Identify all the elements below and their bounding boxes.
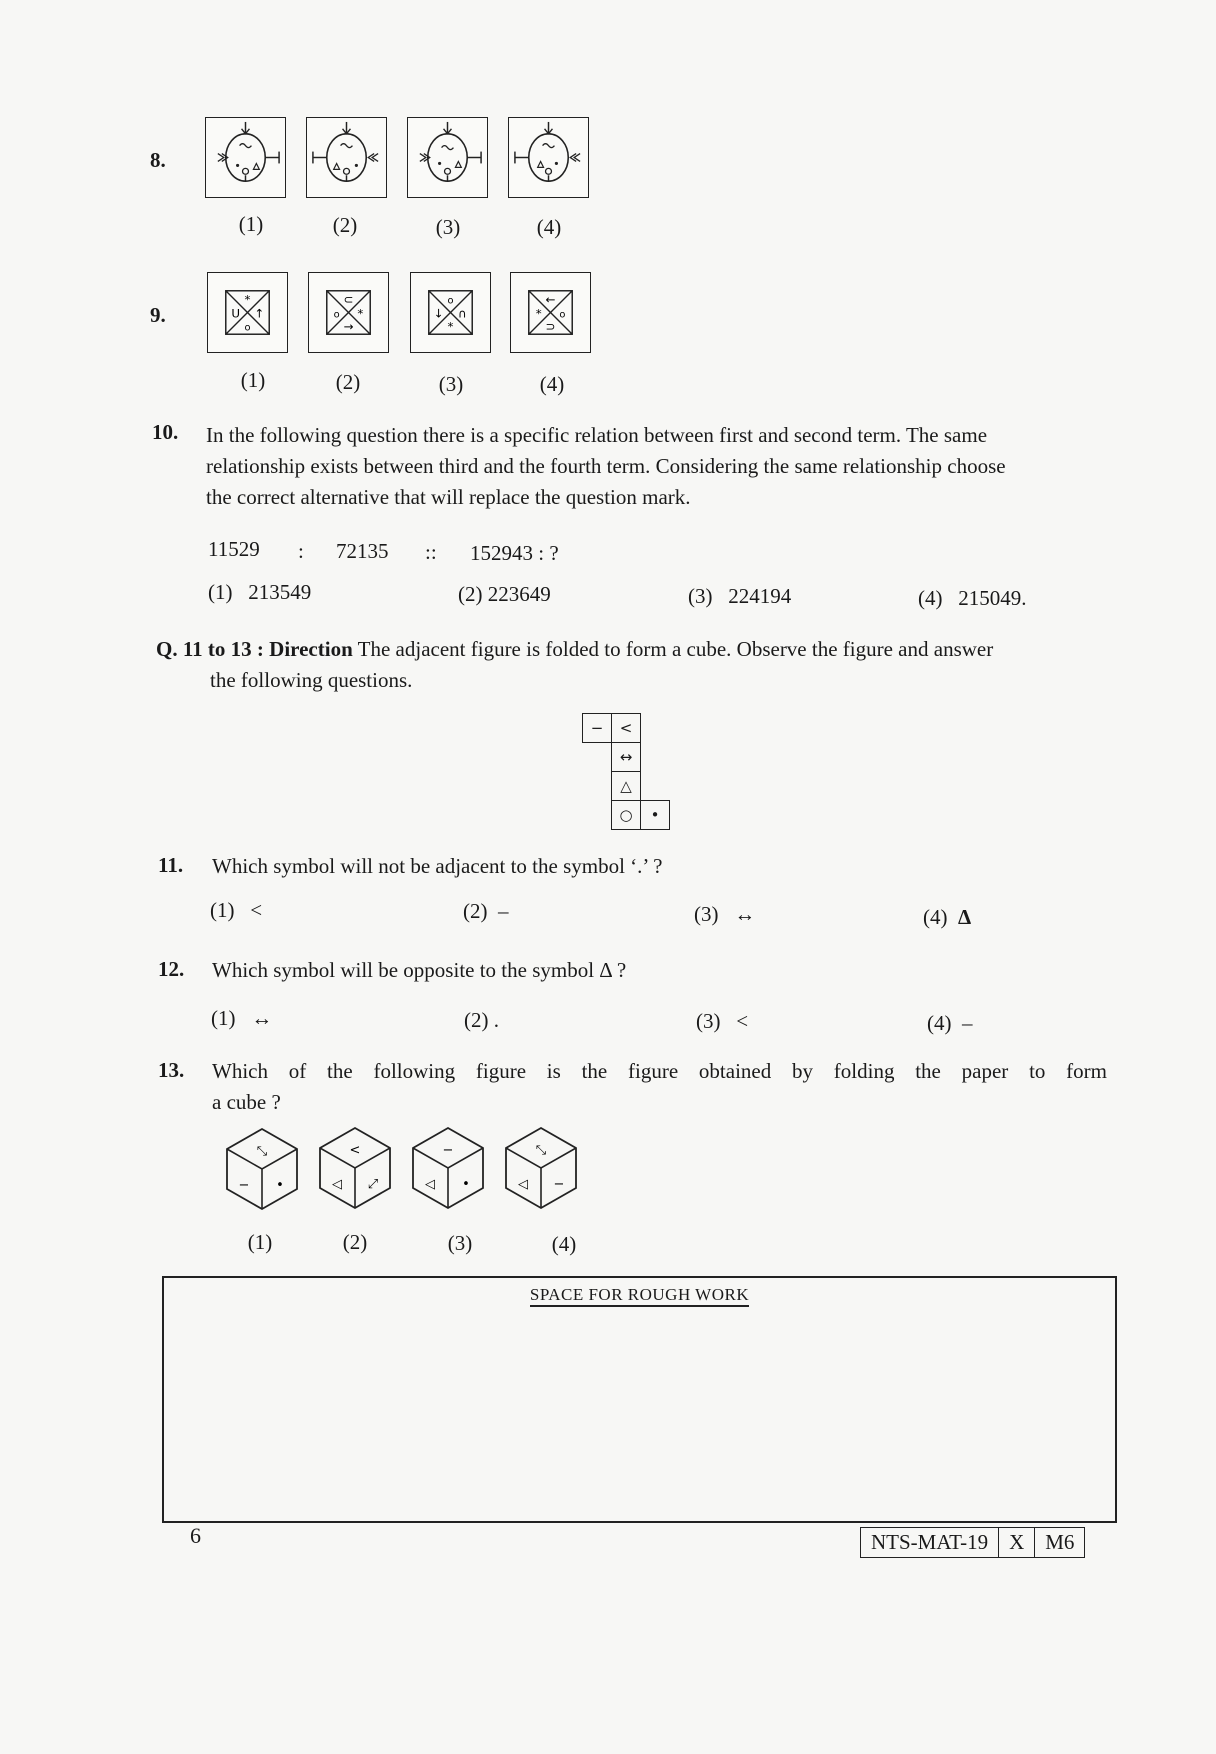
direction-keyword: Direction: [269, 637, 353, 661]
q11-option-1[interactable]: [210, 898, 262, 923]
q13-cube-1[interactable]: [223, 1125, 301, 1218]
q12-option-2-label: (2): [464, 1008, 489, 1032]
q10-option-1-value: 213549: [248, 580, 312, 604]
q9-label-2: (2): [335, 370, 361, 394]
q10-option-4-value: 215049.: [958, 586, 1027, 610]
q13-label-1: (1): [247, 1230, 273, 1254]
q12-option-3-value: <: [736, 1009, 749, 1033]
q13-cube-1-right: •: [276, 1178, 284, 1193]
q10-option-1-label: (1): [208, 580, 233, 604]
svg-text:*: *: [244, 292, 251, 307]
question-8-number: 8.: [150, 148, 166, 172]
direction-text-line-2: the following questions.: [210, 668, 413, 692]
q9-figure-3[interactable]: [410, 272, 491, 353]
svg-text:o: o: [244, 322, 251, 334]
svg-text:←: ←: [545, 292, 556, 307]
q10-colon: :: [298, 539, 304, 563]
q13-text-line-2: a cube ?: [212, 1090, 281, 1114]
q10-option-3[interactable]: [688, 584, 791, 609]
q13-cube-3-left: ◁: [425, 1177, 435, 1192]
q13-cube-2-top: <: [349, 1143, 361, 1158]
net-cell-double-arrow: ↔: [612, 743, 641, 772]
q8-label-2: (2): [332, 213, 358, 237]
q13-cube-2-left: ◁: [332, 1177, 342, 1192]
svg-text:∩: ∩: [458, 306, 467, 321]
svg-text:⊃: ⊃: [545, 319, 556, 334]
svg-text:*: *: [357, 306, 364, 321]
q9-label-1: (1): [240, 368, 266, 392]
paper-set: M6: [1034, 1528, 1084, 1557]
q13-cube-3[interactable]: [409, 1124, 487, 1217]
q13-text-line-1: Which of the following figure is the figure obtained by folding the paper to form: [212, 1059, 1107, 1083]
q10-option-2-label: (2): [458, 582, 483, 606]
q8-figure-1[interactable]: [205, 117, 286, 198]
cube-net: [582, 713, 670, 830]
q12-option-2-value: .: [493, 1008, 499, 1032]
paper-class: X: [998, 1528, 1034, 1557]
q12-option-3-label: (3): [696, 1009, 721, 1033]
q8-figure-2[interactable]: [306, 117, 387, 198]
q10-option-2[interactable]: [458, 582, 551, 607]
q10-option-1[interactable]: [208, 580, 311, 605]
q8-label-4: (4): [536, 215, 562, 239]
page-number: 6: [190, 1523, 201, 1548]
svg-text:→: →: [343, 319, 354, 334]
q11-option-4[interactable]: [923, 905, 971, 930]
question-9-number: 9.: [150, 303, 166, 327]
q12-option-4-label: (4): [927, 1011, 952, 1035]
paper-code: NTS-MAT-19: [871, 1530, 989, 1554]
svg-text:o: o: [333, 309, 340, 321]
q11-option-2-value: –: [498, 899, 509, 923]
q11-option-3-label: (3): [694, 902, 719, 926]
q13-cube-3-right: •: [462, 1177, 470, 1192]
q11-option-2[interactable]: [463, 899, 509, 924]
question-11-number: 11.: [158, 853, 184, 877]
q13-cube-4-right: −: [553, 1177, 565, 1192]
question-13-text: [212, 1056, 1107, 1118]
question-12-number: 12.: [158, 957, 185, 981]
q13-cube-2[interactable]: [316, 1124, 394, 1217]
net-cell-dot: •: [641, 801, 670, 830]
q10-text-line-1: In the following question there is a specific relation between first and second term. The same: [206, 423, 988, 447]
direction-text-line-1: The adjacent figure is folded to form a cube. Observe the figure and answer: [357, 637, 994, 661]
q10-text-line-2: relationship exists between third and the fourth term. Considering the same relationship choose: [206, 454, 1006, 478]
q10-text-line-3: the correct alternative that will replace the question mark.: [206, 485, 691, 509]
svg-text:↑: ↑: [254, 306, 265, 321]
q9-figure-4[interactable]: [510, 272, 591, 353]
q9-label-4: (4): [539, 372, 565, 396]
q11-option-1-value: <: [250, 898, 263, 922]
q9-label-3: (3): [438, 372, 464, 396]
svg-text:o: o: [447, 295, 454, 307]
q10-double-colon: ::: [425, 540, 437, 564]
q11-option-3[interactable]: [694, 902, 755, 927]
q12-option-1[interactable]: [211, 1006, 272, 1031]
q8-label-1: (1): [238, 212, 264, 236]
direction-prefix: Q. 11 to 13 :: [156, 637, 264, 661]
net-cell-circle: ○: [612, 801, 641, 830]
svg-text:*: *: [535, 306, 542, 321]
q13-cube-4[interactable]: [502, 1124, 580, 1217]
q12-option-1-value: ↔: [251, 1006, 273, 1030]
q10-option-3-label: (3): [688, 584, 713, 608]
q13-label-2: (2): [342, 1230, 368, 1254]
q12-option-4-value: –: [962, 1011, 973, 1035]
q13-label-4: (4): [551, 1232, 577, 1256]
q13-label-3: (3): [447, 1231, 473, 1255]
question-10-text: [206, 420, 1116, 513]
q8-figure-3[interactable]: [407, 117, 488, 198]
svg-text:*: *: [447, 319, 454, 334]
q10-option-2-value: 223649: [487, 582, 551, 606]
q11-option-2-label: (2): [463, 899, 488, 923]
q8-figure-4[interactable]: [508, 117, 589, 198]
q10-term-3: 152943 : ?: [470, 541, 559, 565]
q8-label-3: (3): [435, 215, 461, 239]
q10-option-3-value: 224194: [728, 584, 792, 608]
direction-q11-13: [156, 634, 1106, 696]
q11-option-3-value: ↔: [734, 902, 756, 926]
q13-cube-2-right: ⤢: [367, 1177, 379, 1192]
q12-option-3[interactable]: [696, 1009, 748, 1034]
q9-figure-2[interactable]: [308, 272, 389, 353]
svg-text:⊂: ⊂: [343, 292, 354, 307]
svg-text:o: o: [559, 309, 566, 321]
question-11-text: Which symbol will not be adjacent to the symbol ‘.’ ?: [212, 854, 663, 878]
net-cell-triangle: △: [612, 772, 641, 801]
q12-option-4[interactable]: [927, 1011, 973, 1036]
svg-text:U: U: [231, 306, 240, 321]
q13-cube-1-left: −: [238, 1178, 250, 1193]
q9-figure-1[interactable]: [207, 272, 288, 353]
q13-cube-4-top: ⤡: [535, 1143, 547, 1158]
question-10-number: 10.: [152, 420, 179, 444]
q13-cube-3-top: −: [442, 1143, 454, 1158]
net-cell-less-than: <: [612, 714, 641, 743]
question-13-number: 13.: [158, 1058, 185, 1082]
q11-option-4-value: Δ: [958, 905, 972, 929]
q10-term-2: 72135: [336, 539, 389, 563]
q13-cube-4-left: ◁: [518, 1177, 528, 1192]
net-cell-dash: −: [583, 714, 612, 743]
q10-option-4-label: (4): [918, 586, 943, 610]
q13-cube-1-top: ⤡: [256, 1144, 268, 1159]
q10-option-4[interactable]: [918, 586, 1027, 611]
paper-code-box: [860, 1527, 1085, 1558]
rough-work-title: SPACE FOR ROUGH WORK: [530, 1285, 749, 1307]
q12-option-1-label: (1): [211, 1006, 236, 1030]
rough-work-box[interactable]: [162, 1276, 1117, 1523]
q11-option-1-label: (1): [210, 898, 235, 922]
q11-option-4-label: (4): [923, 905, 948, 929]
question-12-text: Which symbol will be opposite to the symbol Δ ?: [212, 958, 627, 982]
q10-term-1: 11529: [208, 537, 260, 561]
q12-option-2[interactable]: [464, 1008, 499, 1033]
svg-text:↓: ↓: [433, 306, 444, 321]
